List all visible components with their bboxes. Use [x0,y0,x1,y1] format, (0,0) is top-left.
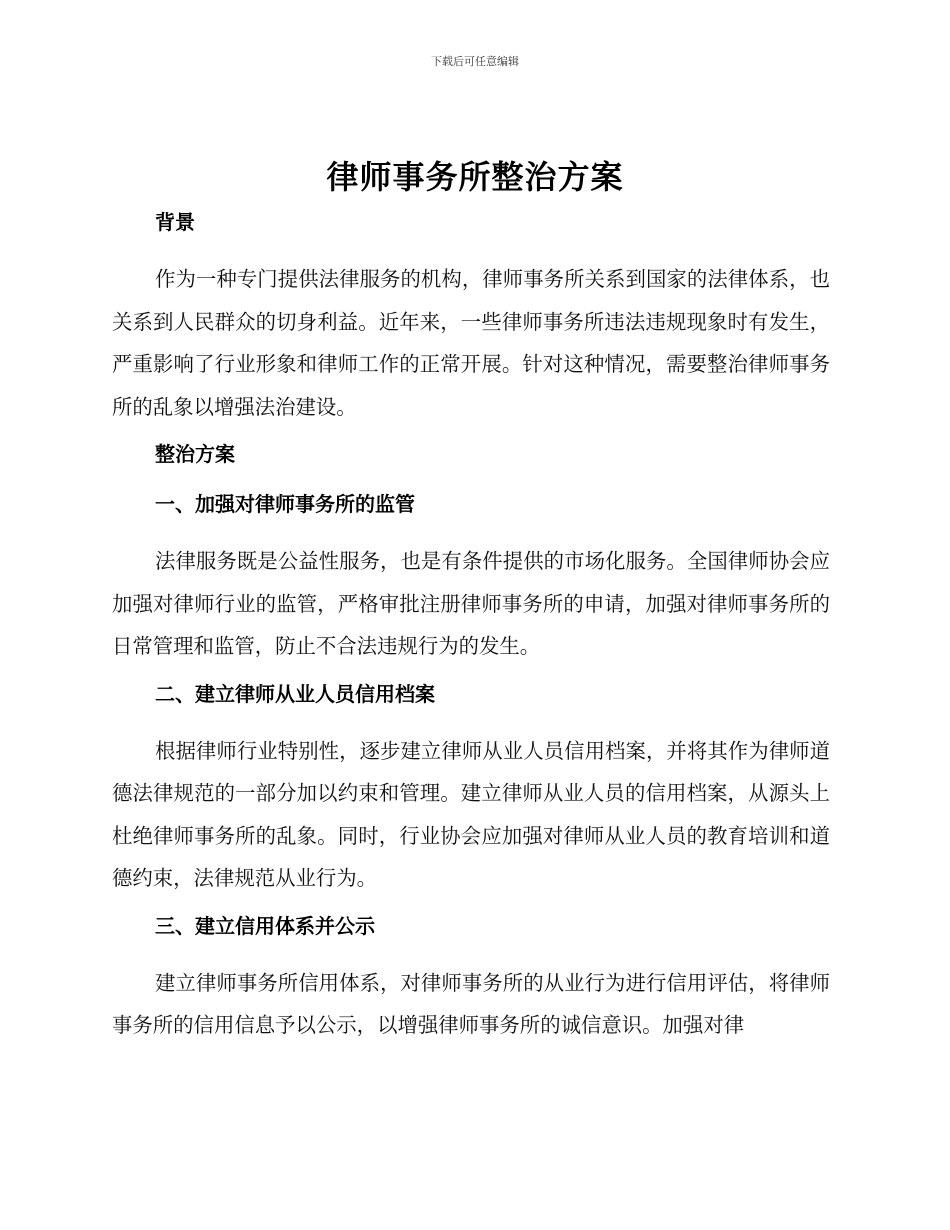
paragraph-item2: 根据律师行业特别性，逐步建立律师从业人员信用档案，并将其作为律师道德法律规范的一部分加以约束和管理。建立律师从业人员的信用档案，从源头上杜绝律师事务所的乱象。同时，行业协会应加强对律师从业人员的教育培训和道德约束，法律规范从业行为。 [112,738,830,890]
paragraph-item1: 法律服务既是公益性服务，也是有条件提供的市场化服务。全国律师协会应加强对律师行业的监管，严格审批注册律师事务所的申请，加强对律师事务所的日常管理和监管，防止不合法违规行为的发生。 [112,549,830,658]
page-header: 下载后可任意编辑 [431,55,519,68]
document-body [112,200,830,1059]
subheading-item2: 二、建立律师从业人员信用档案 [155,681,435,706]
paragraph-background: 作为一种专门提供法律服务的机构，律师事务所关系到国家的法律体系，也关系到人民群众的切身利益。近年来，一些律师事务所违法违规现象时有发生，严重影响了行业形象和律师工作的正常开展。针对这种情况，需要整治律师事务所的乱象以增强法治建设。 [112,267,830,419]
document-title: 律师事务所整治方案 [326,158,624,196]
section-heading-background: 背景 [155,210,195,234]
subheading-item3: 三、建立信用体系并公示 [155,913,375,938]
section-heading-plan: 整治方案 [155,442,235,466]
subheading-item1: 一、加强对律师事务所的监管 [155,492,415,516]
paragraph-item3: 建立律师事务所信用体系，对律师事务所的从业行为进行信用评估，将律师事务所的信用信息予以公示，以增强律师事务所的诚信意识。加强对律 [112,970,830,1037]
